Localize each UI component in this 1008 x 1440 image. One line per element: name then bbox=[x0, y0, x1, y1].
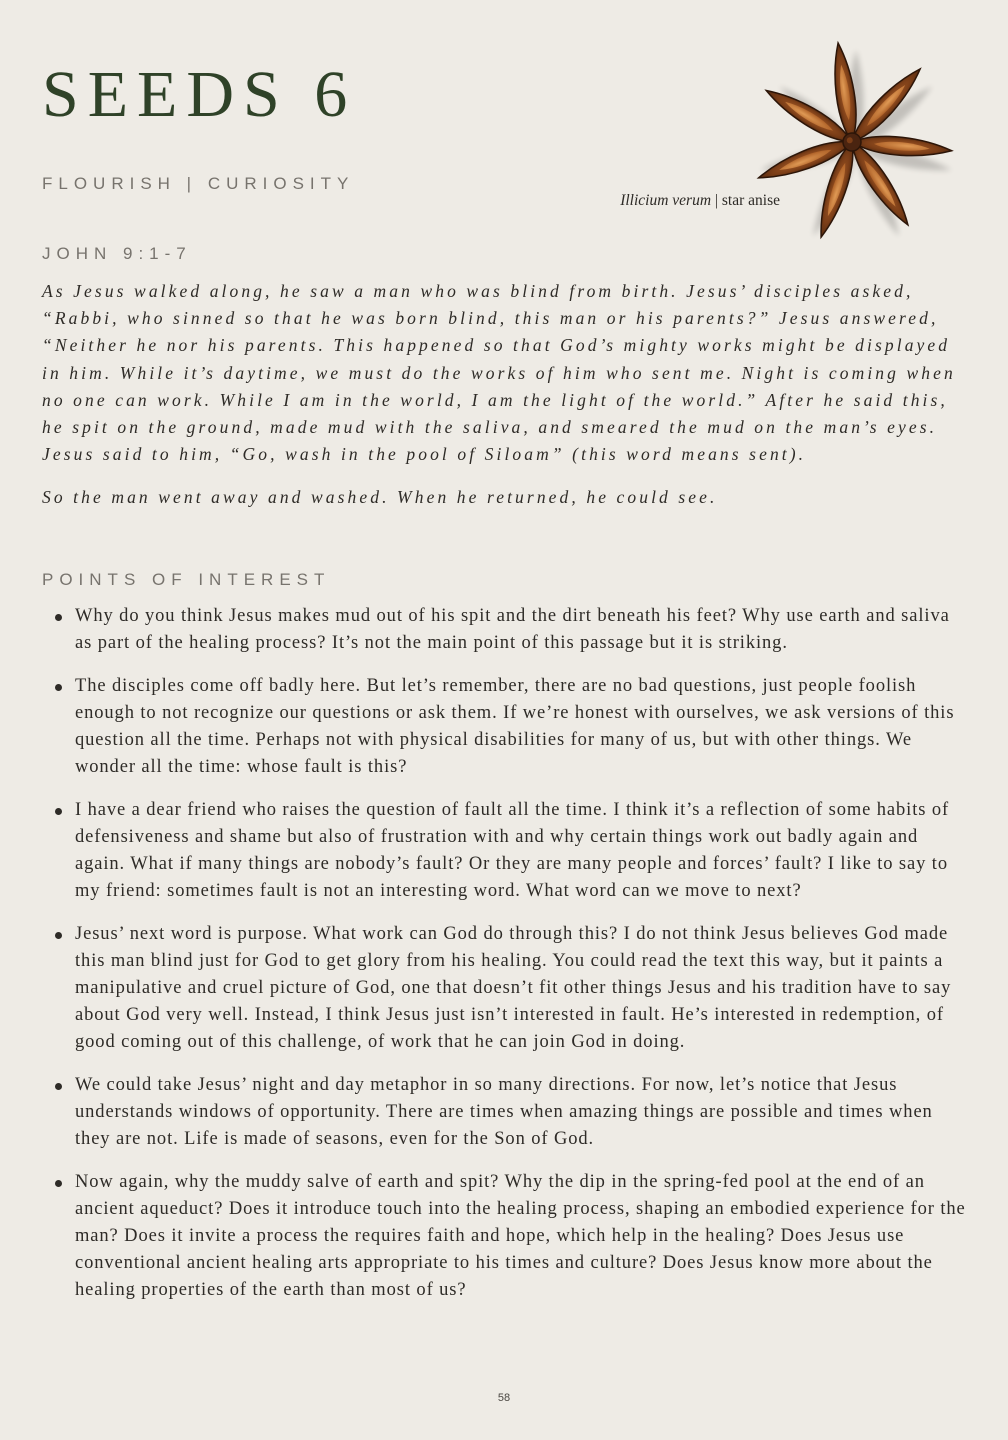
list-item: Now again, why the muddy salve of earth and spit? Why the dip in the spring-fed pool at the end of an ancient aqueduct? Does it introduce touch into the healing process, shaping an embodied experience for the man? Does it invite a process the requires faith and hope, which help in the healing? Does Jesus use conventional ancient healing arts appropriate to his times and culture? Does Jesus know more about the healing properties of the earth than most of us? bbox=[54, 1169, 970, 1304]
page-number: 58 bbox=[497, 1392, 511, 1404]
star-anise-icon bbox=[736, 36, 968, 248]
list-item: The disciples come off badly here. But let’s remember, there are no bad questions, just people foolish enough to not recognize our questions or ask them. If we’re honest with ourselves, we ask versions of this question all the time. Perhaps not with physical disabilities for many of us, but with other things. We wonder all the time: whose fault is this? bbox=[54, 673, 970, 781]
scripture-passage bbox=[42, 278, 972, 512]
points-list bbox=[54, 603, 970, 1320]
page-title: SEEDS 6 bbox=[42, 58, 357, 131]
scripture-paragraph: So the man went away and washed. When he returned, he could see. bbox=[42, 487, 718, 508]
page-subtitle: FLOURISH | CURIOSITY bbox=[42, 174, 355, 193]
list-item: Jesus’ next word is purpose. What work can God do through this? I do not think Jesus believes God made this man blind just for God to get glory from his healing. You could read the text this way, but it paints a manipulative and cruel picture of God, one that doesn’t fit other things Jesus and his tradition have to say about God very well. Instead, I think Jesus just isn’t interested in fault. He’s interested in redemption, of good coming out of this challenge, of work that he can join God in doing. bbox=[54, 921, 970, 1056]
caption-latin-name: Illicium verum bbox=[620, 192, 712, 209]
points-heading: POINTS OF INTEREST bbox=[42, 570, 331, 589]
caption-common-name: | star anise bbox=[711, 192, 780, 209]
scripture-heading: JOHN 9:1-7 bbox=[42, 244, 192, 263]
scripture-paragraph: As Jesus walked along, he saw a man who was blind from birth. Jesus’ disciples asked, “Rabbi, who sinned so that he was born blind, this man or his parents?” Jesus answered, “Neither he nor his parents. This happened so that God’s mighty works might be displayed in him. While it’s daytime, we must do the works of him who sent me. Night is coming when no one can work. While I am in the world, I am the light of the world.” After he said this, he spit on the ground, made mud with the saliva, and smeared the mud on the man’s eyes. Jesus said to him, “Go, wash in the pool of Siloam” (this word means sent). bbox=[42, 281, 956, 465]
list-item: We could take Jesus’ night and day metaphor in so many directions. For now, let’s notice that Jesus understands windows of opportunity. There are times when amazing things are possible and times when they are not. Life is made of seasons, even for the Son of God. bbox=[54, 1072, 970, 1153]
image-caption bbox=[620, 192, 780, 210]
list-item: I have a dear friend who raises the question of fault all the time. I think it’s a reflection of some habits of defensiveness and shame but also of frustration with and why certain things work out badly again and again. What if many things are nobody’s fault? Or they are many people and forces’ fault? I like to say to my friend: sometimes fault is not an interesting word. What word can we move to next? bbox=[54, 797, 970, 905]
list-item: Why do you think Jesus makes mud out of his spit and the dirt beneath his feet? Why use earth and saliva as part of the healing process? It’s not the main point of this passage but it is striking. bbox=[54, 603, 970, 657]
